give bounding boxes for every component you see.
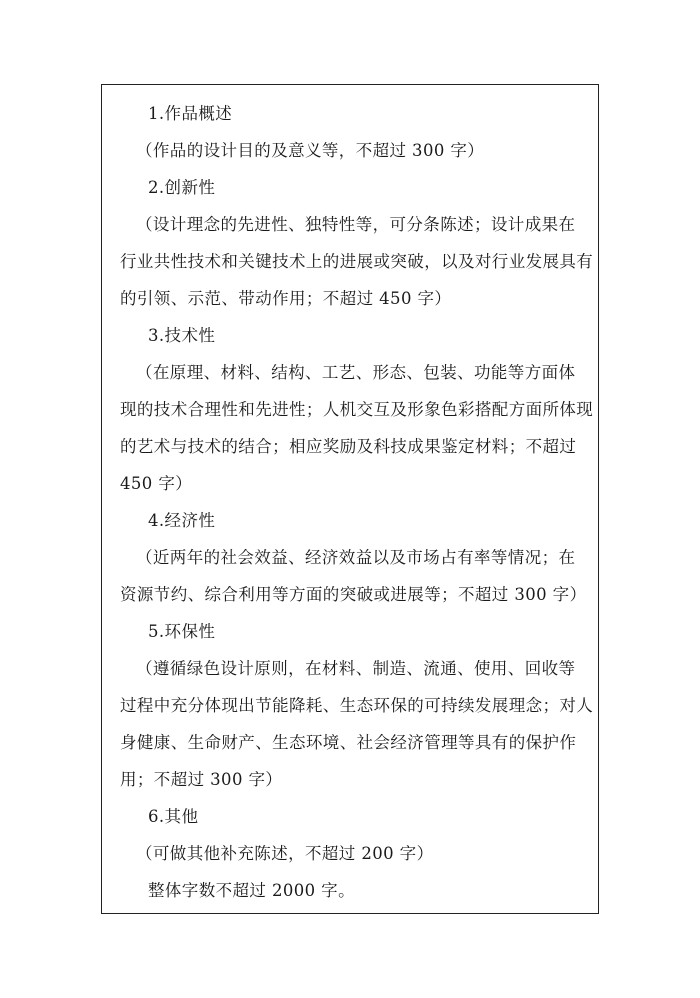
section-text-technology: 现的技术合理性和先进性；人机交互及形象色彩搭配方面所体现	[120, 400, 594, 419]
section-text-economy: （近两年的社会效益、经济效益以及市场占有率等情况；在	[136, 548, 576, 567]
section-heading-environment: 5.环保性	[148, 622, 216, 641]
section-text-innovation: 行业共性技术和关键技术上的进展或突破，以及对行业发展具有	[120, 252, 594, 271]
section-heading-innovation: 2.创新性	[148, 178, 216, 197]
section-text-other: （可做其他补充陈述，不超过 200 字）	[136, 844, 434, 863]
section-heading-overview: 1.作品概述	[148, 104, 233, 123]
summary-note: 整体字数不超过 2000 字。	[148, 881, 355, 900]
section-text-innovation: 的引领、示范、带动作用；不超过 450 字）	[120, 289, 452, 308]
section-text-environment: 用；不超过 300 字）	[120, 770, 283, 789]
section-heading-economy: 4.经济性	[148, 511, 216, 530]
section-heading-other: 6.其他	[148, 807, 199, 826]
section-text-environment: （遵循绿色设计原则，在材料、制造、流通、使用、回收等	[136, 659, 576, 678]
section-text-economy: 资源节约、综合利用等方面的突破或进展等；不超过 300 字）	[120, 585, 587, 604]
section-text-technology: 450 字）	[120, 474, 193, 493]
section-text-environment: 身健康、生命财产、生态环境、社会经济管理等具有的保护作	[120, 733, 577, 752]
form-box	[101, 84, 599, 914]
section-text-innovation: （设计理念的先进性、独特性等，可分条陈述；设计成果在	[136, 215, 576, 234]
section-text-technology: 的艺术与技术的结合；相应奖励及科技成果鉴定材料；不超过	[120, 437, 577, 456]
section-heading-technology: 3.技术性	[148, 326, 216, 345]
section-text-technology: （在原理、材料、结构、工艺、形态、包装、功能等方面体	[136, 363, 576, 382]
section-text-environment: 过程中充分体现出节能降耗、生态环保的可持续发展理念；对人	[120, 696, 594, 715]
form-content	[120, 95, 594, 909]
section-text-overview: （作品的设计目的及意义等，不超过 300 字）	[136, 141, 485, 160]
